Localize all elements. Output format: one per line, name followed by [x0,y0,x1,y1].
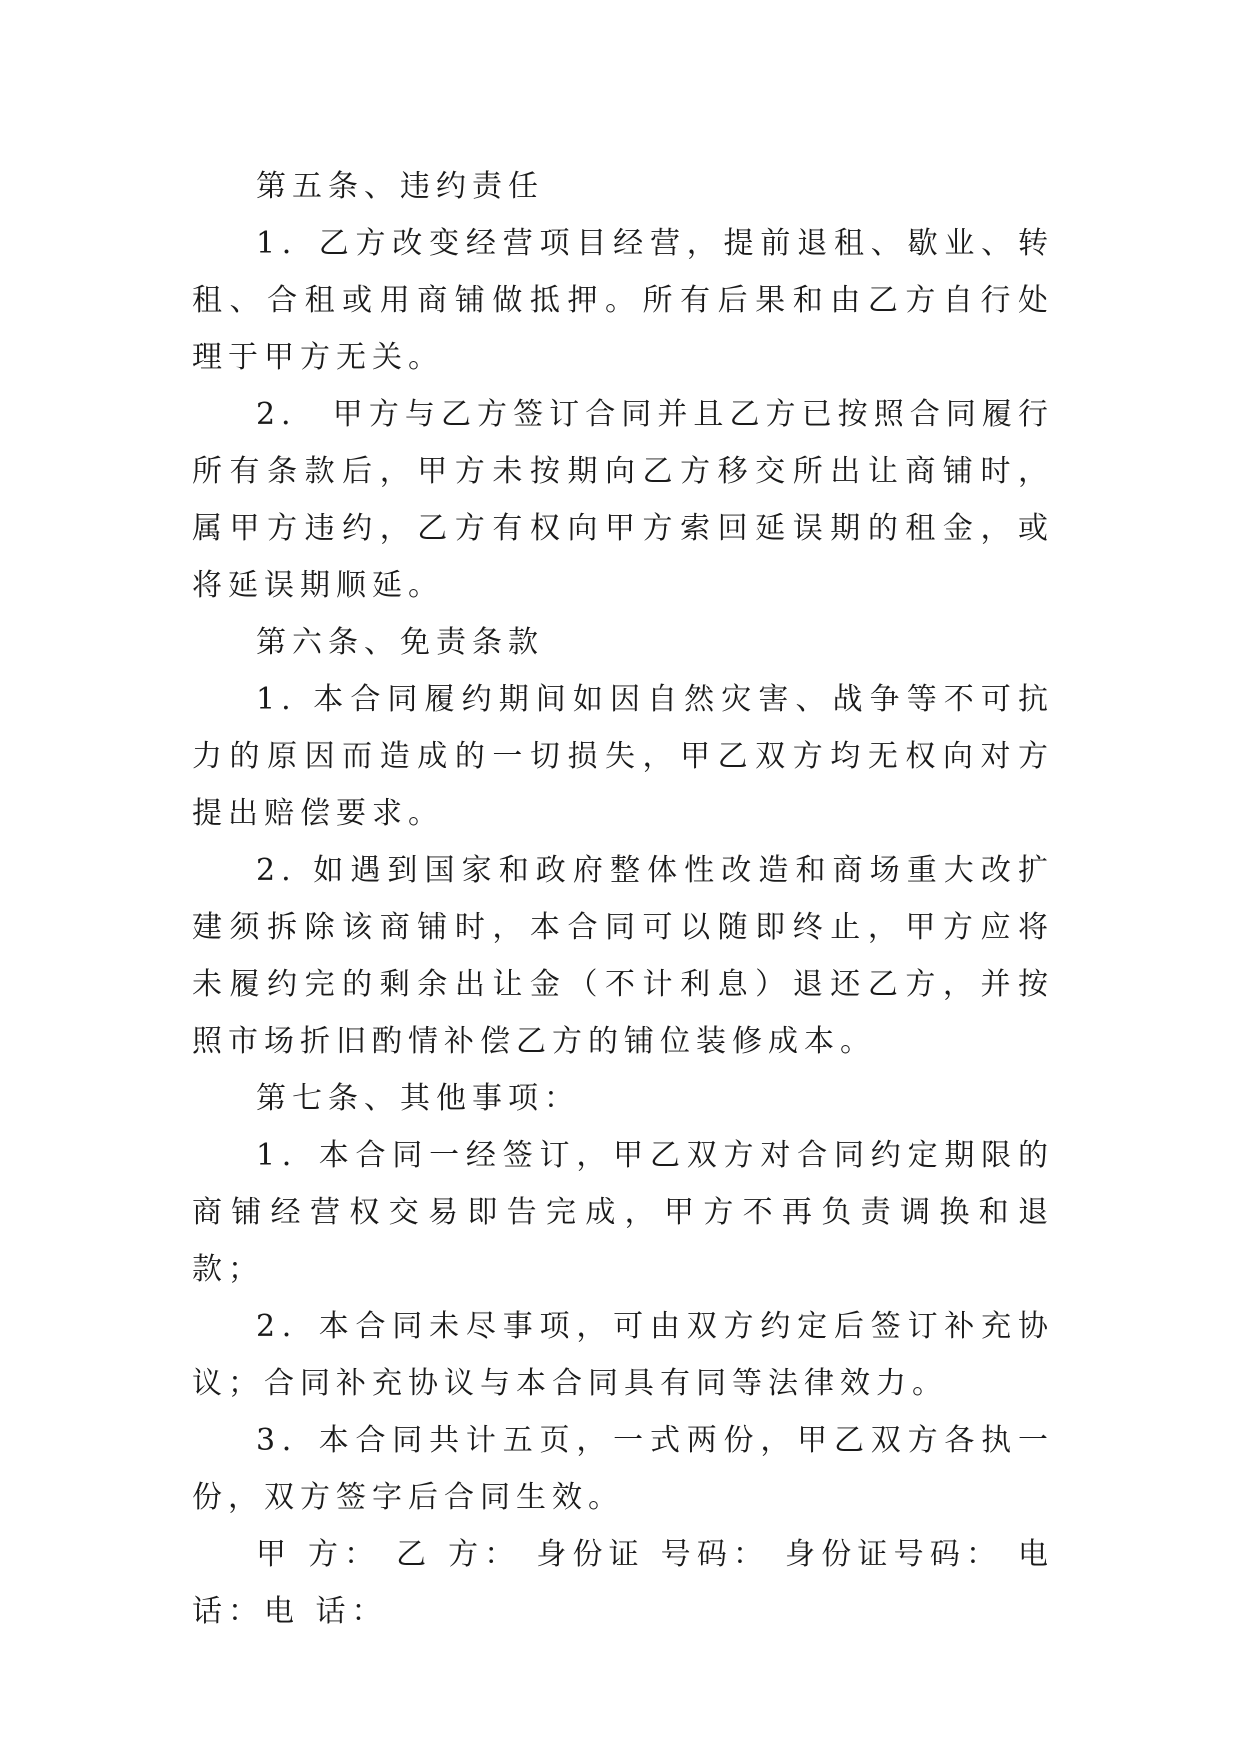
document-body [192,158,1054,1640]
article-6-item-1: 1. 本合同履约期间如因自然灾害、战争等不可抗力的原因而造成的一切损失，甲乙双方均无权向对方提出赔偿要求。 [192,682,1054,831]
article-6-item-2: 2. 如遇到国家和政府整体性改造和商场重大改扩建须拆除该商铺时，本合同可以随即终止，甲方应将未履约完的剩余出让金（不计利息）退还乙方，并按照市场折旧酌情补偿乙方的铺位装修成本。 [192,853,1054,1059]
article-5-heading: 第五条、违约责任 [256,169,544,204]
article-5-item-1: 1．乙方改变经营项目经营，提前退租、歇业、转租、合租或用商铺做抵押。所有后果和由乙方自行处理于甲方无关。 [192,226,1054,375]
signature-block: 甲 方： 乙 方： 身份证 号码： 身份证号码： 电 话：电 话： [192,1537,1054,1629]
article-7-heading: 第七条、其他事项： [256,1081,580,1116]
article-7-item-1: 1．本合同一经签订，甲乙双方对合同约定期限的商铺经营权交易即告完成，甲方不再负责调换和退款； [192,1138,1054,1287]
article-7-item-2: 2．本合同未尽事项，可由双方约定后签订补充协议；合同补充协议与本合同具有同等法律效力。 [192,1309,1054,1401]
article-5-item-2: 2． 甲方与乙方签订合同并且乙方已按照合同履行所有条款后，甲方未按期向乙方移交所出让商铺时，属甲方违约，乙方有权向甲方索回延误期的租金，或将延误期顺延。 [192,397,1054,603]
article-6-heading: 第六条、免责条款 [256,625,544,660]
article-7-item-3: 3．本合同共计五页，一式两份，甲乙双方各执一份，双方签字后合同生效。 [192,1423,1054,1515]
